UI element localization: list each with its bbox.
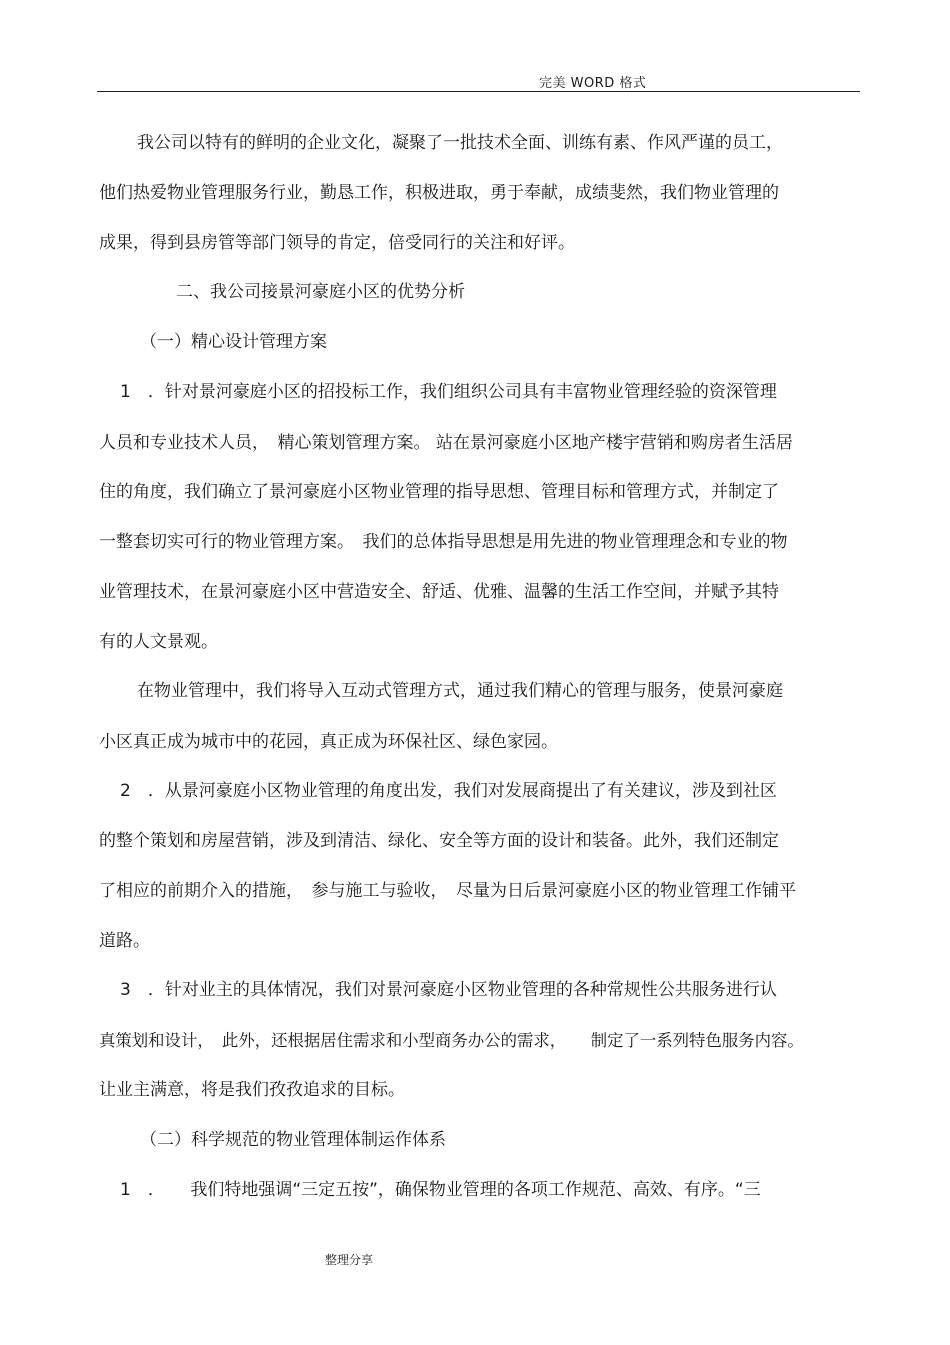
body-line: 他们热爱物业管理服务行业，勤恳工作，积极进取，勇于奉献，成绩斐然，我们物业管理的 — [99, 183, 779, 203]
subsection-heading: （二）科学规范的物业管理体制运作体系 — [140, 1130, 446, 1150]
section-heading: 二、我公司接景河豪庭小区的优势分析 — [176, 282, 465, 302]
footer-text: 整理分享 — [325, 1253, 374, 1267]
numbered-item-start: 3 ．针对业主的具体情况，我们对景河豪庭小区物业管理的各种常规性公共服务进行认 — [120, 980, 777, 1000]
body-line: 的整个策划和房屋营销，涉及到清洁、绿化、安全等方面的设计和装备。此外，我们还制定 — [99, 831, 779, 851]
body-line: 业管理技术，在景河豪庭小区中营造安全、舒适、优雅、温馨的生活工作空间，并赋予其特 — [99, 582, 779, 602]
body-line: 人员和专业技术人员， 精心策划管理方案。 站在景河豪庭小区地产楼宇营销和购房者生活居 — [99, 433, 793, 453]
header-divider — [97, 91, 860, 92]
body-line: 真策划和设计， 此外，还根据居住需求和小型商务办公的需求， 制定了一系列特色服务内容。 — [99, 1031, 804, 1050]
body-line: 小区真正成为城市中的花园，真正成为环保社区、绿色家园。 — [99, 732, 558, 752]
numbered-item-start: 1 ．针对景河豪庭小区的招投标工作，我们组织公司具有丰富物业管理经验的资深管理 — [120, 382, 777, 402]
numbered-item-start: 2 ．从景河豪庭小区物业管理的角度出发，我们对发展商提出了有关建议，涉及到社区 — [120, 781, 777, 801]
body-line: 成果，得到县房管等部门领导的肯定，倍受同行的关注和好评。 — [99, 233, 575, 253]
body-line: 让业主满意，将是我们孜孜追求的目标。 — [99, 1080, 405, 1100]
body-line: 有的人文景观。 — [99, 632, 218, 652]
body-line: 一整套切实可行的物业管理方案。 我们的总体指导思想是用先进的物业管理理念和专业的物 — [99, 532, 788, 552]
body-line: 我公司以特有的鲜明的企业文化，凝聚了一批技术全面、训练有素、作风严谨的员工， — [137, 133, 783, 153]
body-line: 在物业管理中，我们将导入互动式管理方式，通过我们精心的管理与服务，使景河豪庭 — [137, 681, 783, 701]
numbered-item-start: 1 ． 我们特地强调“三定五按”，确保物业管理的各项工作规范、高效、有序。“三 — [120, 1180, 761, 1200]
body-line: 了相应的前期介入的措施， 参与施工与验收， 尽量为日后景河豪庭小区的物业管理工作铺平 — [99, 881, 796, 901]
body-line: 住的角度，我们确立了景河豪庭小区物业管理的指导思想、管理目标和管理方式，并制定了 — [99, 482, 779, 502]
header-text: 完美 WORD 格式 — [539, 76, 647, 91]
body-line: 道路。 — [99, 931, 150, 951]
subsection-heading: （一）精心设计管理方案 — [140, 332, 327, 352]
